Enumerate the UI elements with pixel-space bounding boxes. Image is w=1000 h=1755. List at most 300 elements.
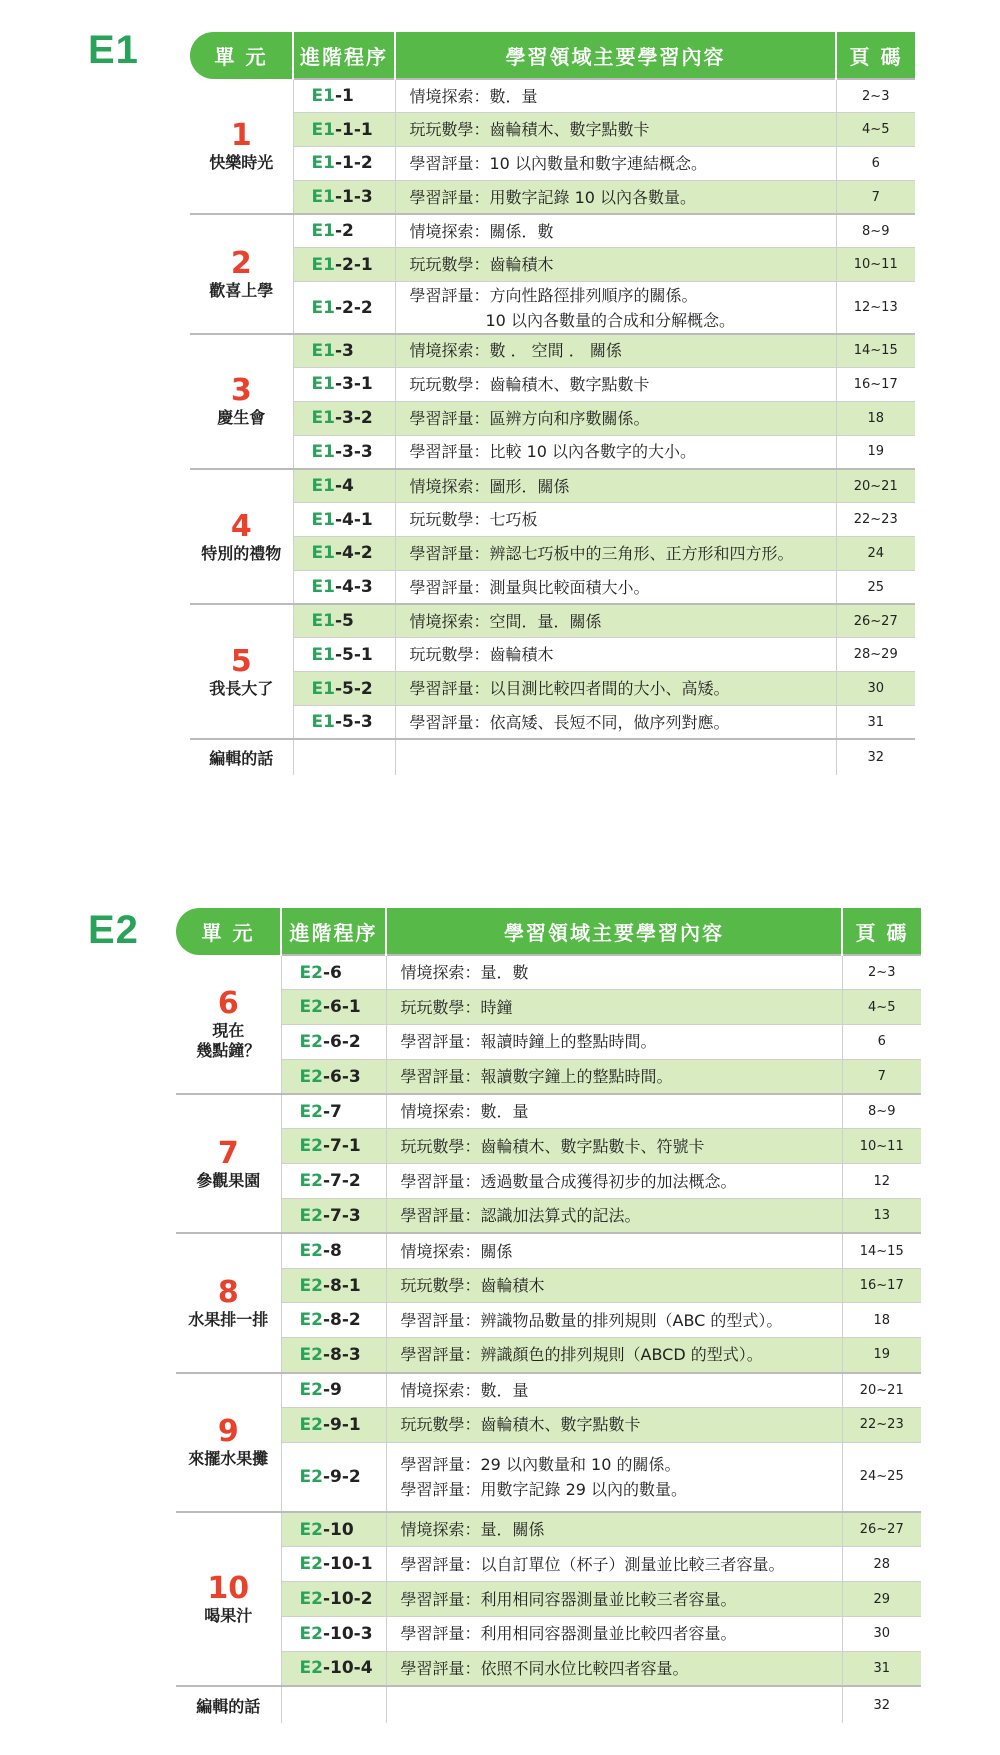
page-number: 7 [842, 1059, 921, 1094]
content-line: 情境探索：數．量 [400, 1380, 529, 1400]
header-content: 學習領域主要學習內容 [386, 908, 842, 955]
editor-label: 編輯的話 [176, 1686, 281, 1723]
step-code-suffix: -8-3 [322, 1344, 361, 1365]
step-code-prefix: E1 [311, 340, 335, 361]
unit-title: 我長大了 [209, 678, 274, 698]
table-row [176, 1233, 921, 1268]
table-row [176, 1547, 921, 1582]
step-code-prefix: E2 [299, 962, 323, 983]
learning-content [395, 79, 836, 113]
table-header-row [176, 908, 921, 955]
unit-cell [190, 469, 293, 604]
content-line: 玩玩數學：時鐘 [400, 997, 513, 1017]
table-row [190, 113, 915, 147]
learning-content [386, 1407, 842, 1442]
unit-title: 喝果汁 [204, 1606, 253, 1626]
content-line: 學習評量：報讀數字鐘上的整點時間。 [400, 1067, 673, 1087]
table-row [190, 570, 915, 604]
table-row [176, 1338, 921, 1373]
content-line: 學習評量：認識加法算式的記法。 [400, 1206, 641, 1226]
content-line: 情境探索：數．量 [400, 1102, 529, 1122]
content-line: 情境探索：數 ． 空間 ． 關係 [409, 341, 622, 361]
page-number: 31 [836, 706, 915, 740]
step-code-prefix: E1 [311, 678, 335, 699]
editor-content-empty [386, 1686, 842, 1723]
table-row [176, 1129, 921, 1164]
step-code-prefix: E2 [299, 1344, 323, 1365]
step-code-prefix: E2 [299, 1466, 323, 1487]
step-code-suffix: -2 [334, 221, 354, 242]
content-line: 學習評量：辨識顏色的排列規則（ABCD 的型式）。 [400, 1345, 763, 1365]
step-code-suffix: -4-1 [334, 509, 373, 530]
table-row [190, 79, 915, 113]
table-row [176, 1407, 921, 1442]
unit-number: 10 [207, 1571, 250, 1607]
learning-content [395, 147, 836, 181]
step-code-suffix: -1-1 [334, 119, 373, 140]
content-line: 玩玩數學：齒輪積木 [409, 255, 554, 275]
step-code [281, 990, 386, 1025]
editor-label: 編輯的話 [190, 739, 293, 775]
learning-content [395, 503, 836, 537]
learning-content [395, 435, 836, 469]
content-line: 情境探索：圖形．關係 [409, 476, 570, 496]
learning-content [386, 1303, 842, 1338]
table-row [190, 401, 915, 435]
step-code-prefix: E2 [299, 1554, 323, 1575]
step-code [293, 180, 395, 214]
step-code-prefix: E2 [299, 1380, 323, 1401]
learning-content [395, 368, 836, 402]
step-code-prefix: E2 [299, 1589, 323, 1610]
learning-content [395, 180, 836, 214]
page-number: 8~9 [842, 1094, 921, 1129]
step-code-suffix: -10-1 [322, 1554, 373, 1575]
step-code [281, 1373, 386, 1408]
content-line: 情境探索：數．量 [409, 86, 538, 106]
step-code-prefix: E1 [311, 476, 335, 497]
page-number: 26~27 [836, 604, 915, 638]
step-code-prefix: E2 [299, 1101, 323, 1122]
table-row [190, 706, 915, 740]
step-code [281, 1059, 386, 1094]
step-code-prefix: E1 [311, 221, 335, 242]
learning-content [386, 1651, 842, 1686]
step-code [281, 1582, 386, 1617]
page-number: 20~21 [836, 469, 915, 503]
learning-content [395, 469, 836, 503]
content-line: 學習評量：利用相同容器測量並比較四者容量。 [400, 1624, 737, 1644]
step-code [281, 1303, 386, 1338]
step-code-suffix: -6-1 [322, 997, 361, 1018]
step-code [281, 1547, 386, 1582]
header-unit: 單 元 [176, 908, 281, 955]
unit-number: 7 [217, 1135, 239, 1171]
content-line: 學習評量：以目測比較四者間的大小、高矮。 [409, 679, 730, 699]
learning-content [386, 955, 842, 990]
content-line: 情境探索：關係．數 [409, 221, 554, 241]
section-label: E1 [88, 28, 139, 72]
learning-content [395, 214, 836, 248]
unit-title: 快樂時光 [209, 153, 274, 173]
unit-cell [190, 334, 293, 469]
page-number: 18 [842, 1303, 921, 1338]
step-code-suffix: -9-2 [322, 1466, 361, 1487]
step-code-suffix: -10-4 [322, 1658, 373, 1679]
step-code [293, 401, 395, 435]
step-code [281, 1094, 386, 1129]
step-code-prefix: E1 [311, 611, 335, 632]
step-code-suffix: -4 [334, 476, 354, 497]
unit-cell [176, 1373, 281, 1513]
step-code-suffix: -1 [334, 86, 354, 107]
learning-content [386, 1129, 842, 1164]
step-code [281, 1338, 386, 1373]
editor-row [176, 1686, 921, 1723]
content-line: 學習評量：報讀時鐘上的整點時間。 [400, 1032, 657, 1052]
step-code-suffix: -7-1 [322, 1136, 361, 1157]
unit-cell [176, 1233, 281, 1372]
step-code-suffix: -10 [322, 1519, 354, 1540]
content-line: 學習評量：辨認七巧板中的三角形、正方形和四方形。 [409, 543, 794, 563]
learning-content [386, 1233, 842, 1268]
step-code-prefix: E1 [311, 441, 335, 462]
table-row [190, 672, 915, 706]
learning-content [395, 248, 836, 282]
unit-title: 現在 [212, 1021, 245, 1041]
page-number: 19 [836, 435, 915, 469]
page-number: 28 [842, 1547, 921, 1582]
table-row [176, 1617, 921, 1652]
table-row [176, 1059, 921, 1094]
step-code [293, 79, 395, 113]
content-line: 學習評量：以自訂單位（杯子）測量並比較三者容量。 [400, 1554, 785, 1574]
table-row [176, 1373, 921, 1408]
unit-number: 2 [230, 245, 252, 281]
table-row [176, 1025, 921, 1060]
table-row [176, 1268, 921, 1303]
learning-content [395, 113, 836, 147]
header-code: 進階程序 [281, 908, 386, 955]
step-code-prefix: E2 [299, 1066, 323, 1087]
step-code-prefix: E2 [299, 997, 323, 1018]
step-code [293, 435, 395, 469]
step-code [281, 1512, 386, 1547]
table-row [190, 147, 915, 181]
learning-content [395, 638, 836, 672]
step-code-prefix: E1 [311, 509, 335, 530]
table-row [176, 1303, 921, 1338]
step-code-prefix: E1 [311, 187, 335, 208]
page-number: 7 [836, 180, 915, 214]
content-line: 情境探索：關係 [400, 1241, 513, 1261]
page-number: 4~5 [836, 113, 915, 147]
unit-title: 歡喜上學 [209, 280, 274, 300]
unit-cell [176, 1512, 281, 1686]
table-row [190, 282, 915, 334]
content-line: 玩玩數學：齒輪積木、數字點數卡 [400, 1415, 641, 1435]
header-code: 進階程序 [293, 32, 395, 79]
page-number: 13 [842, 1199, 921, 1234]
step-code-prefix: E1 [311, 408, 335, 429]
step-code [293, 334, 395, 368]
table-header-row [190, 32, 915, 79]
content-line: 10 以內各數量的合成和分解概念。 [485, 310, 735, 330]
header-unit: 單 元 [190, 32, 293, 79]
unit-title: 幾點鐘？ [196, 1041, 261, 1061]
table-row [176, 1512, 921, 1547]
step-code-prefix: E2 [299, 1623, 323, 1644]
editor-page: 32 [842, 1686, 921, 1723]
editor-code-empty [281, 1686, 386, 1723]
content-line: 學習評量：透過數量合成獲得初步的加法概念。 [400, 1171, 737, 1191]
content-line: 玩玩數學：齒輪積木、數字點數卡 [409, 374, 650, 394]
page-number: 12~13 [836, 282, 915, 334]
step-code-suffix: -3-1 [334, 374, 373, 395]
learning-content [395, 401, 836, 435]
page-number: 2~3 [836, 79, 915, 113]
page-number: 16~17 [842, 1268, 921, 1303]
step-code-prefix: E2 [299, 1658, 323, 1679]
step-code-suffix: -6-3 [322, 1066, 361, 1087]
page-number: 8~9 [836, 214, 915, 248]
header-content: 學習領域主要學習內容 [395, 32, 836, 79]
step-code [293, 672, 395, 706]
content-line: 情境探索：空間．量．關係 [409, 611, 602, 631]
step-code-suffix: -2-1 [334, 254, 373, 275]
step-code-suffix: -5-3 [334, 712, 373, 733]
unit-number: 9 [217, 1414, 239, 1450]
table-row [190, 638, 915, 672]
step-code-suffix: -3 [334, 340, 354, 361]
content-line: 學習評量：利用相同容器測量並比較三者容量。 [400, 1589, 737, 1609]
step-code [293, 570, 395, 604]
content-line: 玩玩數學：齒輪積木、數字點數卡 [409, 120, 650, 140]
step-code-suffix: -4-3 [334, 577, 373, 597]
step-code-suffix: -9-1 [322, 1414, 361, 1435]
step-code-prefix: E1 [311, 644, 335, 665]
table-row [176, 1442, 921, 1512]
step-code-prefix: E1 [311, 153, 335, 174]
page-number: 4~5 [842, 990, 921, 1025]
content-line: 學習評量：辨識物品數量的排列規則（ABC 的型式）。 [400, 1310, 783, 1330]
step-code [281, 1617, 386, 1652]
step-code-suffix: -4-2 [334, 543, 373, 564]
page-number: 16~17 [836, 368, 915, 402]
step-code-suffix: -2-2 [334, 297, 373, 318]
page-number: 26~27 [842, 1512, 921, 1547]
unit-cell [176, 955, 281, 1094]
header-page: 頁 碼 [842, 908, 921, 955]
step-code-prefix: E2 [299, 1275, 323, 1296]
content-line: 學習評量：依高矮、長短不同，做序列對應。 [409, 712, 730, 732]
page-number: 19 [842, 1338, 921, 1373]
step-code [281, 1025, 386, 1060]
page-number: 12 [842, 1164, 921, 1199]
unit-number: 4 [230, 508, 252, 544]
unit-title: 水果排一排 [188, 1309, 269, 1329]
unit-cell [190, 604, 293, 739]
unit-number: 8 [217, 1274, 239, 1310]
content-line: 學習評量：方向性路徑排列順序的關係。 [409, 285, 698, 305]
table-row [176, 1094, 921, 1129]
step-code [293, 706, 395, 740]
editor-row [190, 739, 915, 775]
editor-content-empty [395, 739, 836, 775]
step-code [293, 147, 395, 181]
learning-content [395, 282, 836, 334]
step-code [293, 537, 395, 571]
step-code [293, 638, 395, 672]
table-row [190, 537, 915, 571]
learning-content [386, 1617, 842, 1652]
step-code [293, 503, 395, 537]
page-number: 20~21 [842, 1373, 921, 1408]
unit-cell [176, 1094, 281, 1233]
page-number: 25 [836, 570, 915, 604]
step-code [293, 282, 395, 334]
step-code [293, 604, 395, 638]
page-number: 14~15 [836, 334, 915, 368]
content-line: 玩玩數學：齒輪積木 [409, 645, 554, 665]
page-number: 31 [842, 1651, 921, 1686]
table-row [176, 1582, 921, 1617]
step-code-suffix: -6 [322, 962, 342, 983]
step-code-suffix: -1-2 [334, 153, 373, 174]
page-number: 10~11 [836, 248, 915, 282]
step-code-prefix: E1 [311, 712, 335, 733]
unit-number: 3 [230, 373, 252, 409]
step-code-prefix: E2 [299, 1414, 323, 1435]
step-code-suffix: -9 [322, 1380, 342, 1401]
step-code [281, 1651, 386, 1686]
step-code-prefix: E1 [311, 86, 335, 107]
table-row [190, 604, 915, 638]
editor-code-empty [293, 739, 395, 775]
learning-content [395, 706, 836, 740]
unit-cell [190, 214, 293, 334]
content-line: 情境探索：量．數 [400, 963, 529, 983]
step-code-suffix: -8-1 [322, 1275, 361, 1296]
step-code-suffix: -5 [334, 611, 354, 632]
unit-number: 5 [230, 643, 252, 679]
page-number: 10~11 [842, 1129, 921, 1164]
step-code-prefix: E2 [299, 1171, 323, 1192]
step-code-prefix: E2 [299, 1310, 323, 1331]
step-code-suffix: -3-2 [334, 408, 373, 429]
unit-title: 參觀果園 [196, 1170, 261, 1190]
content-line: 學習評量：29 以內數量和 10 的關係。 [400, 1454, 681, 1474]
page-number: 2~3 [842, 955, 921, 990]
page-number: 29 [842, 1582, 921, 1617]
content-line: 學習評量：用數字記錄 10 以內各數量。 [409, 187, 697, 207]
learning-content [386, 1164, 842, 1199]
step-code-suffix: -7-2 [322, 1171, 361, 1192]
learning-content [386, 1512, 842, 1547]
step-code-suffix: -10-2 [322, 1589, 373, 1610]
step-code-suffix: -5-2 [334, 678, 373, 699]
unit-title: 特別的禮物 [201, 543, 282, 563]
step-code [293, 368, 395, 402]
table-row [190, 334, 915, 368]
unit-number: 1 [230, 118, 252, 154]
table-row [190, 214, 915, 248]
unit-cell [190, 79, 293, 214]
step-code [281, 1268, 386, 1303]
step-code-suffix: -7 [322, 1101, 342, 1122]
table-row [190, 368, 915, 402]
step-code-suffix: -8 [322, 1241, 342, 1262]
step-code-suffix: -1-3 [334, 187, 373, 208]
table-row [190, 435, 915, 469]
step-code-suffix: -10-3 [322, 1623, 373, 1644]
learning-content [386, 1338, 842, 1373]
step-code-prefix: E2 [299, 1241, 323, 1262]
step-code [293, 214, 395, 248]
step-code-prefix: E1 [311, 297, 335, 318]
step-code [281, 1233, 386, 1268]
learning-content [386, 1025, 842, 1060]
step-code [293, 469, 395, 503]
content-line: 學習評量：10 以內數量和數字連結概念。 [409, 153, 707, 173]
step-code-suffix: -8-2 [322, 1310, 361, 1331]
table-row [176, 990, 921, 1025]
learning-content [386, 1373, 842, 1408]
step-code-prefix: E1 [311, 374, 335, 395]
page-number: 24 [836, 537, 915, 571]
learning-content [395, 334, 836, 368]
step-code [281, 1407, 386, 1442]
toc-table [190, 32, 915, 775]
table-row [190, 469, 915, 503]
learning-content [395, 537, 836, 571]
table-row [176, 1199, 921, 1234]
page-number: 18 [836, 401, 915, 435]
step-code-suffix: -3-3 [334, 441, 373, 462]
content-line: 玩玩數學：七巧板 [409, 510, 538, 530]
step-code-prefix: E1 [311, 119, 335, 140]
content-line: 學習評量：用數字記錄 29 以內的數量。 [400, 1479, 688, 1499]
step-code [281, 955, 386, 990]
learning-content [386, 990, 842, 1025]
content-line: 玩玩數學：齒輪積木、數字點數卡、符號卡 [400, 1136, 705, 1156]
page-number: 24~25 [842, 1442, 921, 1512]
step-code [293, 248, 395, 282]
content-line: 學習評量：測量與比較面積大小。 [409, 577, 650, 597]
learning-content [395, 570, 836, 604]
page-number: 14~15 [842, 1233, 921, 1268]
page-number: 22~23 [842, 1407, 921, 1442]
content-line: 玩玩數學：齒輪積木 [400, 1276, 545, 1296]
page-number: 30 [842, 1617, 921, 1652]
step-code-prefix: E1 [311, 254, 335, 275]
table-row [190, 503, 915, 537]
step-code-suffix: -6-2 [322, 1031, 361, 1052]
learning-content [386, 1547, 842, 1582]
step-code [281, 1442, 386, 1512]
unit-title: 來擺水果攤 [188, 1449, 269, 1469]
step-code [281, 1199, 386, 1234]
step-code-prefix: E2 [299, 1031, 323, 1052]
step-code [281, 1164, 386, 1199]
page-number: 6 [842, 1025, 921, 1060]
step-code [281, 1129, 386, 1164]
page-number: 30 [836, 672, 915, 706]
learning-content [395, 604, 836, 638]
editor-page: 32 [836, 739, 915, 775]
step-code-prefix: E2 [299, 1519, 323, 1540]
step-code-prefix: E1 [311, 577, 335, 597]
